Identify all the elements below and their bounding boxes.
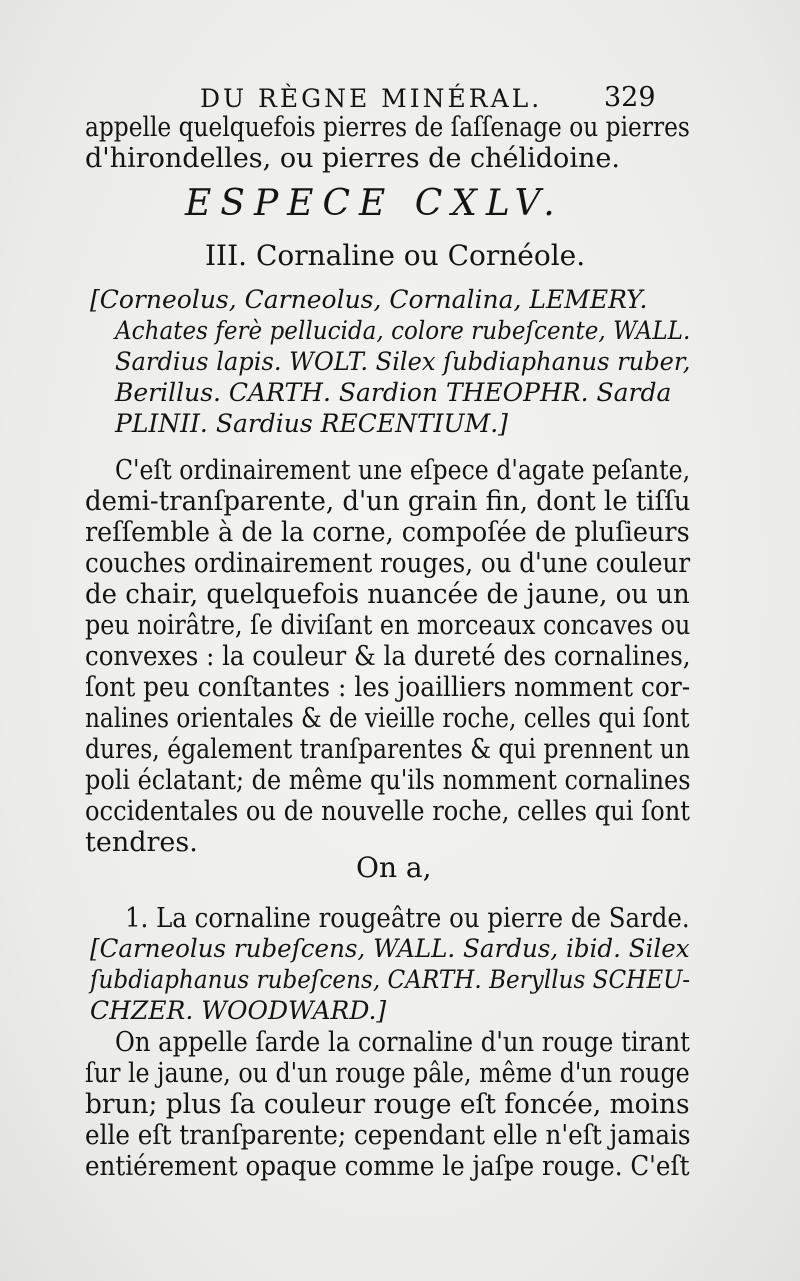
paragraph1-line-1: C'eſt ordinairement une eſpece d'agate peſante, bbox=[115, 455, 691, 486]
paragraph1-line-4: couches ordinairement rouges, ou d'une couleur bbox=[85, 548, 691, 579]
list-intro: On a, bbox=[356, 851, 432, 884]
synonym-line-2: Achates ferè pellucida, colore rubeſcente, WALL. bbox=[115, 316, 691, 345]
paragraph1-line-13: tendres. bbox=[85, 827, 198, 858]
running-header: DU RÈGNE MINÉRAL. bbox=[200, 84, 543, 113]
paragraph2-line-2: ſur le jaune, ou d'un rouge pâle, même d'un rouge bbox=[85, 1058, 690, 1089]
paragraph1-line-12: occidentales ou de nouvelle roche, celles qui ſont bbox=[85, 796, 690, 827]
paragraph1-line-9: nalines orientales & de vieille roche, celles qui ſont bbox=[85, 703, 690, 734]
page-number: 329 bbox=[604, 82, 656, 113]
item1-title: 1. La cornaline rougeâtre ou pierre de Sarde. bbox=[125, 903, 690, 934]
item1-synonym-line-2: ſubdiaphanus rubeſcens, CARTH. Beryllus SCHEU- bbox=[90, 965, 691, 994]
item1-synonym-line-1: [Carneolus rubeſcens, WALL. Sardus, ibid. Silex bbox=[90, 934, 690, 963]
paragraph1-line-7: convexes : la couleur & la dureté des cornalines, bbox=[85, 641, 691, 672]
synonym-line-4: Berillus. CARTH. Sardion THEOPHR. Sarda bbox=[115, 378, 672, 407]
item1-synonym-line-3: CHZER. WOODWARD.] bbox=[90, 996, 387, 1025]
paragraph1-line-8: ſont peu conſtantes : les joailliers nomment cor- bbox=[85, 672, 691, 703]
paragraph1-line-10: dures, également tranſparentes & qui prennent un bbox=[85, 734, 690, 765]
paragraph1-line-11: poli éclatant; de même qu'ils nomment cornalines bbox=[85, 765, 691, 796]
paragraph2-line-3: brun; plus ſa couleur rouge eſt foncée, moins bbox=[85, 1089, 690, 1120]
paragraph2-line-5: entiérement opaque comme le jaſpe rouge. C'eſt bbox=[85, 1151, 690, 1182]
section-subheading: III. Cornaline ou Cornéole. bbox=[205, 239, 586, 272]
synonym-line-5: PLINII. Sardius RECENTIUM.] bbox=[115, 409, 508, 438]
paragraph2-line-4: elle eſt tranſparente; cependant elle n'eſt jamais bbox=[85, 1120, 691, 1151]
intro-line-2: d'hirondelles, ou pierres de chélidoine. bbox=[85, 143, 620, 174]
paragraph1-line-5: de chair, quelquefois nuancée de jaune, ou un bbox=[85, 579, 690, 610]
paragraph1-line-3: reſſemble à de la corne, compoſée de pluſieurs bbox=[85, 517, 690, 548]
paragraph1-line-6: peu noirâtre, ſe diviſant en morceaux concaves ou bbox=[85, 610, 691, 641]
paragraph2-line-1: On appelle ſarde la cornaline d'un rouge tirant bbox=[115, 1027, 690, 1058]
paragraph1-line-2: demi-tranſparente, d'un grain fin, dont le tiſſu bbox=[85, 486, 691, 517]
synonym-line-3: Sardius lapis. WOLT. Silex ſubdiaphanus ruber, bbox=[115, 347, 691, 376]
intro-line-1: appelle quelquefois pierres de ſaſſenage ou pierres bbox=[85, 112, 690, 143]
section-heading: ESPECE CXLV. bbox=[185, 183, 564, 224]
synonym-line-1: [Corneolus, Carneolus, Cornalina, LEMERY. bbox=[90, 285, 648, 314]
